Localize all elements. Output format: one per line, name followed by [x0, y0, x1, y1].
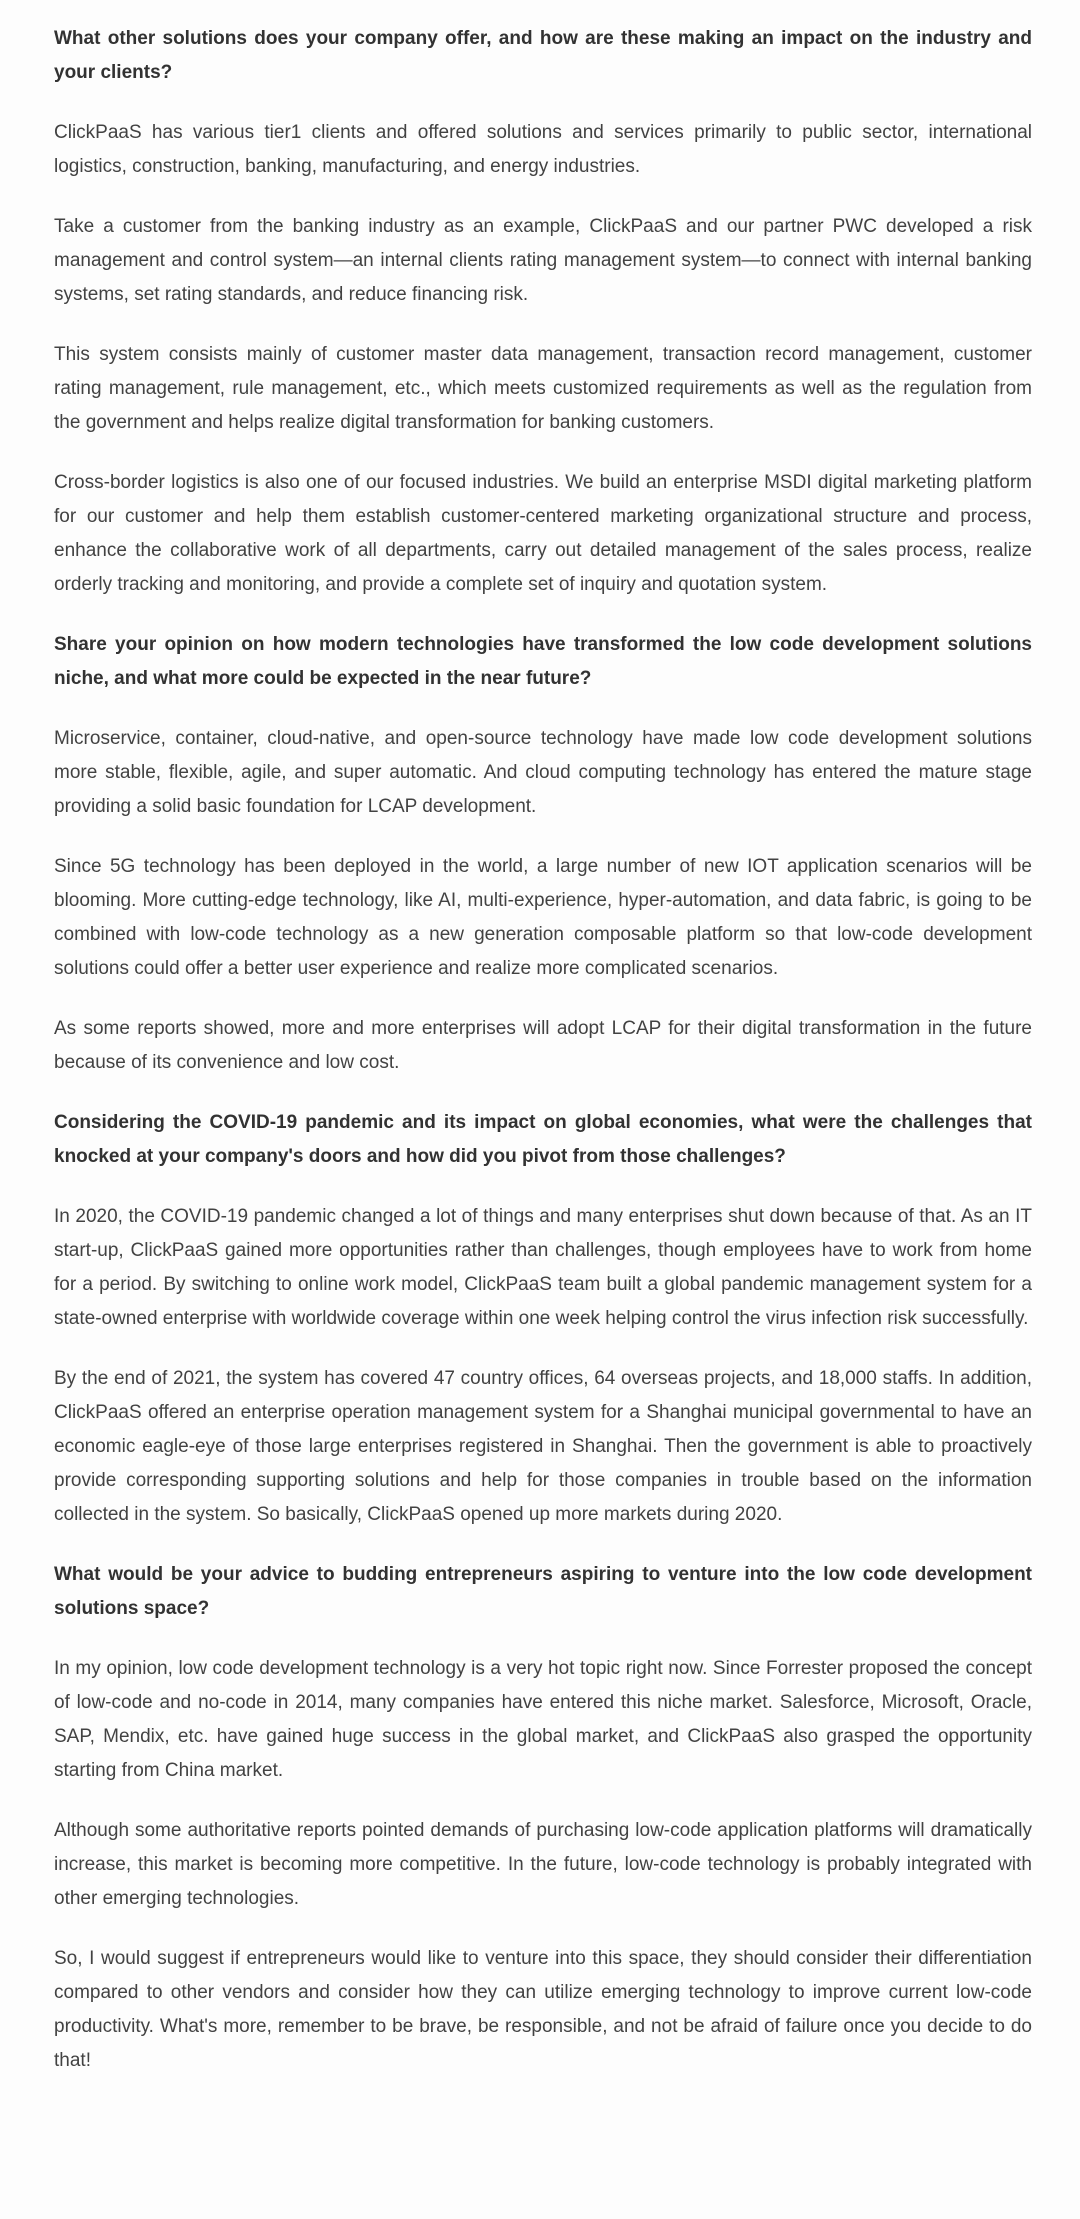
answer-paragraph: This system consists mainly of customer master data management, transaction record management, customer rating management, rule management, etc., which meets customized requirements as well as the regulation from the government and helps realize digital transformation for banking customers.: [54, 344, 1032, 433]
answer-paragraph: Cross-border logistics is also one of our focused industries. We build an enterprise MSDI digital marketing platform for our customer and help them establish customer-centered marketing organizational structure and process, enhance the collaborative work of all departments, carry out detailed management of the sales process, realize orderly tracking and monitoring, and provide a complete set of inquiry and quotation system.: [54, 472, 1032, 595]
question-heading-1: What other solutions does your company offer, and how are these making an impact on the industry and your clients?: [54, 28, 1032, 83]
answer-paragraph: In my opinion, low code development technology is a very hot topic right now. Since Forrester proposed the concept of low-code and no-code in 2014, many companies have entered this niche market. Salesforce, Microsoft, Oracle, SAP, Mendix, etc. have gained huge success in the global market, and ClickPaaS also grasped the opportunity starting from China market.: [54, 1658, 1032, 1781]
answer-paragraph: As some reports showed, more and more enterprises will adopt LCAP for their digital transformation in the future because of its convenience and low cost.: [54, 1018, 1032, 1073]
answer-paragraph: So, I would suggest if entrepreneurs would like to venture into this space, they should consider their differentiation compared to other vendors and consider how they can utilize emerging technology to improve current low-code productivity. What's more, remember to be brave, be responsible, and not be afraid of failure once you decide to do that!: [54, 1948, 1032, 2071]
answer-paragraph: Although some authoritative reports pointed demands of purchasing low-code application platforms will dramatically increase, this market is becoming more competitive. In the future, low-code technology is probably integrated with other emerging technologies.: [54, 1820, 1032, 1909]
question-heading-3: Considering the COVID-19 pandemic and its impact on global economies, what were the challenges that knocked at your company's doors and how did you pivot from those challenges?: [54, 1112, 1032, 1167]
answer-paragraph: By the end of 2021, the system has covered 47 country offices, 64 overseas projects, and 18,000 staffs. In addition, ClickPaaS offered an enterprise operation management system for a Shanghai municipal governmental to have an economic eagle-eye of those large enterprises registered in Shanghai. Then the government is able to proactively provide corresponding supporting solutions and help for those companies in trouble based on the information collected in the system. So basically, ClickPaaS opened up more markets during 2020.: [54, 1368, 1032, 1525]
answer-paragraph: Take a customer from the banking industry as an example, ClickPaaS and our partner PWC developed a risk management and control system—an internal clients rating management system—to connect with internal banking systems, set rating standards, and reduce financing risk.: [54, 216, 1032, 305]
answer-paragraph: Microservice, container, cloud-native, and open-source technology have made low code development solutions more stable, flexible, agile, and super automatic. And cloud computing technology has entered the mature stage providing a solid basic foundation for LCAP development.: [54, 728, 1032, 817]
question-heading-4: What would be your advice to budding entrepreneurs aspiring to venture into the low code development solutions space?: [54, 1564, 1032, 1619]
answer-paragraph: Since 5G technology has been deployed in the world, a large number of new IOT application scenarios will be blooming. More cutting-edge technology, like AI, multi-experience, hyper-automation, and data fabric, is going to be combined with low-code technology as a new generation composable platform so that low-code development solutions could offer a better user experience and realize more complicated scenarios.: [54, 856, 1032, 979]
answer-paragraph: ClickPaaS has various tier1 clients and offered solutions and services primarily to public sector, international logistics, construction, banking, manufacturing, and energy industries.: [54, 122, 1032, 177]
question-heading-2: Share your opinion on how modern technologies have transformed the low code development solutions niche, and what more could be expected in the near future?: [54, 634, 1032, 689]
answer-paragraph: In 2020, the COVID-19 pandemic changed a lot of things and many enterprises shut down because of that. As an IT start-up, ClickPaaS gained more opportunities rather than challenges, though employees have to work from home for a period. By switching to online work model, ClickPaaS team built a global pandemic management system for a state-owned enterprise with worldwide coverage within one week helping control the virus infection risk successfully.: [54, 1206, 1032, 1329]
